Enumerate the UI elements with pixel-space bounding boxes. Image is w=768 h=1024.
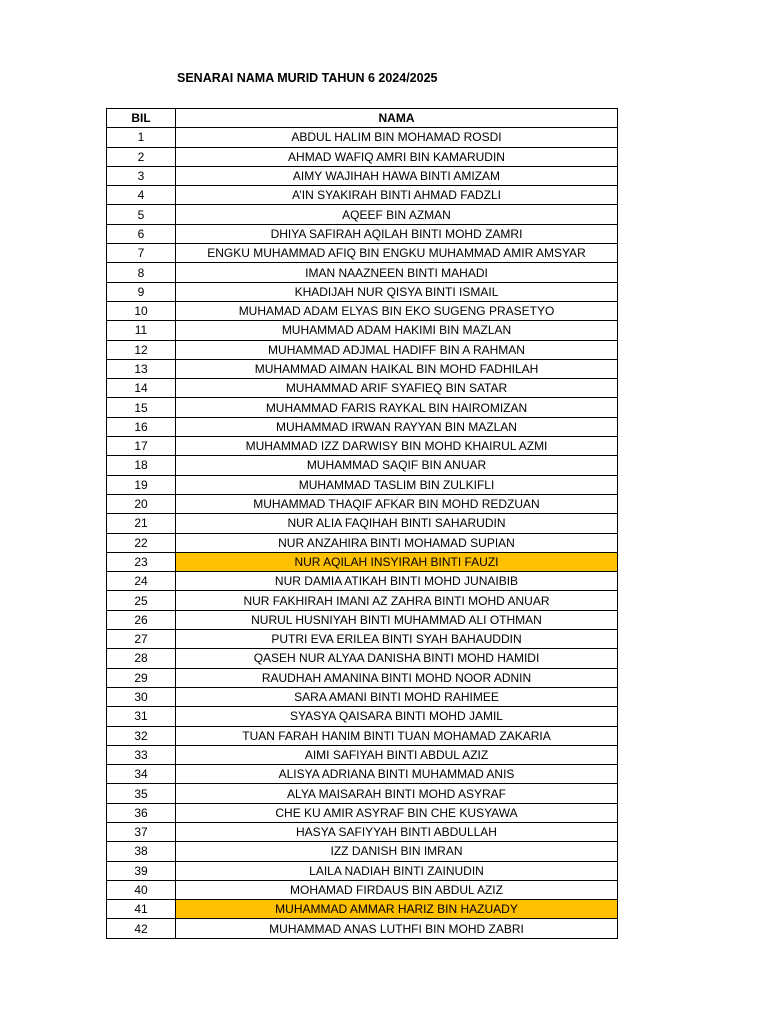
table-row [107, 379, 618, 398]
table-row [107, 340, 618, 359]
student-name-cell: NUR DAMIA ATIKAH BINTI MOHD JUNAIBIB [176, 572, 618, 591]
table-row [107, 263, 618, 282]
table-row [107, 900, 618, 919]
student-name-cell: A’IN SYAKIRAH BINTI AHMAD FADZLI [176, 186, 618, 205]
row-number-cell: 28 [107, 649, 176, 668]
table-row [107, 668, 618, 687]
row-number-cell: 30 [107, 687, 176, 706]
row-number-cell: 29 [107, 668, 176, 687]
table-row [107, 649, 618, 668]
row-number-cell: 5 [107, 205, 176, 224]
student-name-cell: MUHAMMAD ADJMAL HADIFF BIN A RAHMAN [176, 340, 618, 359]
student-name-cell: MUHAMMAD TASLIM BIN ZULKIFLI [176, 475, 618, 494]
row-number-cell: 23 [107, 552, 176, 571]
row-number-cell: 34 [107, 765, 176, 784]
student-name-cell: QASEH NUR ALYAA DANISHA BINTI MOHD HAMIDI [176, 649, 618, 668]
table-row [107, 803, 618, 822]
row-number-cell: 3 [107, 166, 176, 185]
table-row [107, 244, 618, 263]
student-name-cell: MUHAMMAD THAQIF AFKAR BIN MOHD REDZUAN [176, 494, 618, 513]
row-number-cell: 18 [107, 456, 176, 475]
table-row [107, 224, 618, 243]
student-name-cell: NURUL HUSNIYAH BINTI MUHAMMAD ALI OTHMAN [176, 610, 618, 629]
student-name-cell: PUTRI EVA ERILEA BINTI SYAH BAHAUDDIN [176, 630, 618, 649]
row-number-cell: 41 [107, 900, 176, 919]
table-row [107, 552, 618, 571]
table-row [107, 494, 618, 513]
row-number-cell: 25 [107, 591, 176, 610]
table-row [107, 398, 618, 417]
table-row [107, 919, 618, 938]
student-name-cell: NUR FAKHIRAH IMANI AZ ZAHRA BINTI MOHD ANUAR [176, 591, 618, 610]
table-row [107, 842, 618, 861]
table-row [107, 880, 618, 899]
table-row [107, 784, 618, 803]
row-number-cell: 35 [107, 784, 176, 803]
student-name-cell: CHE KU AMIR ASYRAF BIN CHE KUSYAWA [176, 803, 618, 822]
student-name-cell: SARA AMANI BINTI MOHD RAHIMEE [176, 687, 618, 706]
student-name-cell-highlighted: NUR AQILAH INSYIRAH BINTI FAUZI [176, 552, 618, 571]
table-row [107, 301, 618, 320]
student-name-cell: DHIYA SAFIRAH AQILAH BINTI MOHD ZAMRI [176, 224, 618, 243]
row-number-cell: 11 [107, 321, 176, 340]
student-name-cell: ALYA MAISARAH BINTI MOHD ASYRAF [176, 784, 618, 803]
student-name-cell: IZZ DANISH BIN IMRAN [176, 842, 618, 861]
row-number-cell: 26 [107, 610, 176, 629]
page-title: SENARAI NAMA MURID TAHUN 6 2024/2025 [177, 71, 438, 85]
student-name-cell: KHADIJAH NUR QISYA BINTI ISMAIL [176, 282, 618, 301]
row-number-cell: 27 [107, 630, 176, 649]
row-number-cell: 37 [107, 822, 176, 841]
table-row [107, 726, 618, 745]
table-row [107, 591, 618, 610]
row-number-cell: 19 [107, 475, 176, 494]
table-row [107, 745, 618, 764]
table-row [107, 186, 618, 205]
table-row [107, 166, 618, 185]
table-row [107, 475, 618, 494]
student-name-cell: MUHAMMAD IRWAN RAYYAN BIN MAZLAN [176, 417, 618, 436]
student-name-cell: HASYA SAFIYYAH BINTI ABDULLAH [176, 822, 618, 841]
row-number-cell: 39 [107, 861, 176, 880]
student-name-cell: ALISYA ADRIANA BINTI MUHAMMAD ANIS [176, 765, 618, 784]
student-name-cell: NUR ALIA FAQIHAH BINTI SAHARUDIN [176, 514, 618, 533]
row-number-cell: 9 [107, 282, 176, 301]
row-number-cell: 31 [107, 707, 176, 726]
student-name-cell: AIMI SAFIYAH BINTI ABDUL AZIZ [176, 745, 618, 764]
row-number-cell: 38 [107, 842, 176, 861]
student-name-cell: MUHAMMAD ARIF SYAFIEQ BIN SATAR [176, 379, 618, 398]
student-name-cell: MOHAMAD FIRDAUS BIN ABDUL AZIZ [176, 880, 618, 899]
student-name-cell: MUHAMMAD ADAM HAKIMI BIN MAZLAN [176, 321, 618, 340]
student-name-cell: TUAN FARAH HANIM BINTI TUAN MOHAMAD ZAKARIA [176, 726, 618, 745]
table-row [107, 533, 618, 552]
table-row [107, 437, 618, 456]
student-name-cell: LAILA NADIAH BINTI ZAINUDIN [176, 861, 618, 880]
student-name-cell: AIMY WAJIHAH HAWA BINTI AMIZAM [176, 166, 618, 185]
row-number-cell: 6 [107, 224, 176, 243]
student-name-cell: ENGKU MUHAMMAD AFIQ BIN ENGKU MUHAMMAD AMIR AMSYAR [176, 244, 618, 263]
student-name-cell: MUHAMMAD IZZ DARWISY BIN MOHD KHAIRUL AZMI [176, 437, 618, 456]
row-number-cell: 4 [107, 186, 176, 205]
table-row [107, 861, 618, 880]
row-number-cell: 32 [107, 726, 176, 745]
table-row [107, 321, 618, 340]
table-body [107, 128, 618, 938]
row-number-cell: 36 [107, 803, 176, 822]
table-row [107, 417, 618, 436]
column-header-bil: BIL [107, 109, 176, 128]
row-number-cell: 10 [107, 301, 176, 320]
table-row [107, 282, 618, 301]
student-name-cell: ABDUL HALIM BIN MOHAMAD ROSDI [176, 128, 618, 147]
row-number-cell: 42 [107, 919, 176, 938]
table-row [107, 359, 618, 378]
table-row [107, 456, 618, 475]
student-name-cell: MUHAMMAD FARIS RAYKAL BIN HAIROMIZAN [176, 398, 618, 417]
table-row [107, 707, 618, 726]
table-row [107, 765, 618, 784]
table-row [107, 205, 618, 224]
table-row [107, 572, 618, 591]
table-row [107, 610, 618, 629]
row-number-cell: 1 [107, 128, 176, 147]
student-name-cell: AQEEF BIN AZMAN [176, 205, 618, 224]
student-list-table [106, 108, 618, 939]
student-name-cell: AHMAD WAFIQ AMRI BIN KAMARUDIN [176, 147, 618, 166]
row-number-cell: 13 [107, 359, 176, 378]
row-number-cell: 8 [107, 263, 176, 282]
student-name-cell-highlighted: MUHAMMAD AMMAR HARIZ BIN HAZUADY [176, 900, 618, 919]
table-row [107, 822, 618, 841]
table-row [107, 147, 618, 166]
student-name-cell: MUHAMAD ADAM ELYAS BIN EKO SUGENG PRASETYO [176, 301, 618, 320]
table-header-row [107, 109, 618, 128]
table-row [107, 128, 618, 147]
student-name-cell: IMAN NAAZNEEN BINTI MAHADI [176, 263, 618, 282]
row-number-cell: 15 [107, 398, 176, 417]
table-row [107, 514, 618, 533]
row-number-cell: 2 [107, 147, 176, 166]
table-row [107, 630, 618, 649]
row-number-cell: 24 [107, 572, 176, 591]
row-number-cell: 22 [107, 533, 176, 552]
row-number-cell: 21 [107, 514, 176, 533]
student-name-cell: MUHAMMAD ANAS LUTHFI BIN MOHD ZABRI [176, 919, 618, 938]
row-number-cell: 20 [107, 494, 176, 513]
student-name-cell: MUHAMMAD SAQIF BIN ANUAR [176, 456, 618, 475]
row-number-cell: 40 [107, 880, 176, 899]
student-name-cell: MUHAMMAD AIMAN HAIKAL BIN MOHD FADHILAH [176, 359, 618, 378]
row-number-cell: 7 [107, 244, 176, 263]
row-number-cell: 33 [107, 745, 176, 764]
column-header-nama: NAMA [176, 109, 618, 128]
row-number-cell: 17 [107, 437, 176, 456]
table-row [107, 687, 618, 706]
student-name-cell: RAUDHAH AMANINA BINTI MOHD NOOR ADNIN [176, 668, 618, 687]
student-name-cell: NUR ANZAHIRA BINTI MOHAMAD SUPIAN [176, 533, 618, 552]
student-name-cell: SYASYA QAISARA BINTI MOHD JAMIL [176, 707, 618, 726]
row-number-cell: 16 [107, 417, 176, 436]
row-number-cell: 12 [107, 340, 176, 359]
row-number-cell: 14 [107, 379, 176, 398]
